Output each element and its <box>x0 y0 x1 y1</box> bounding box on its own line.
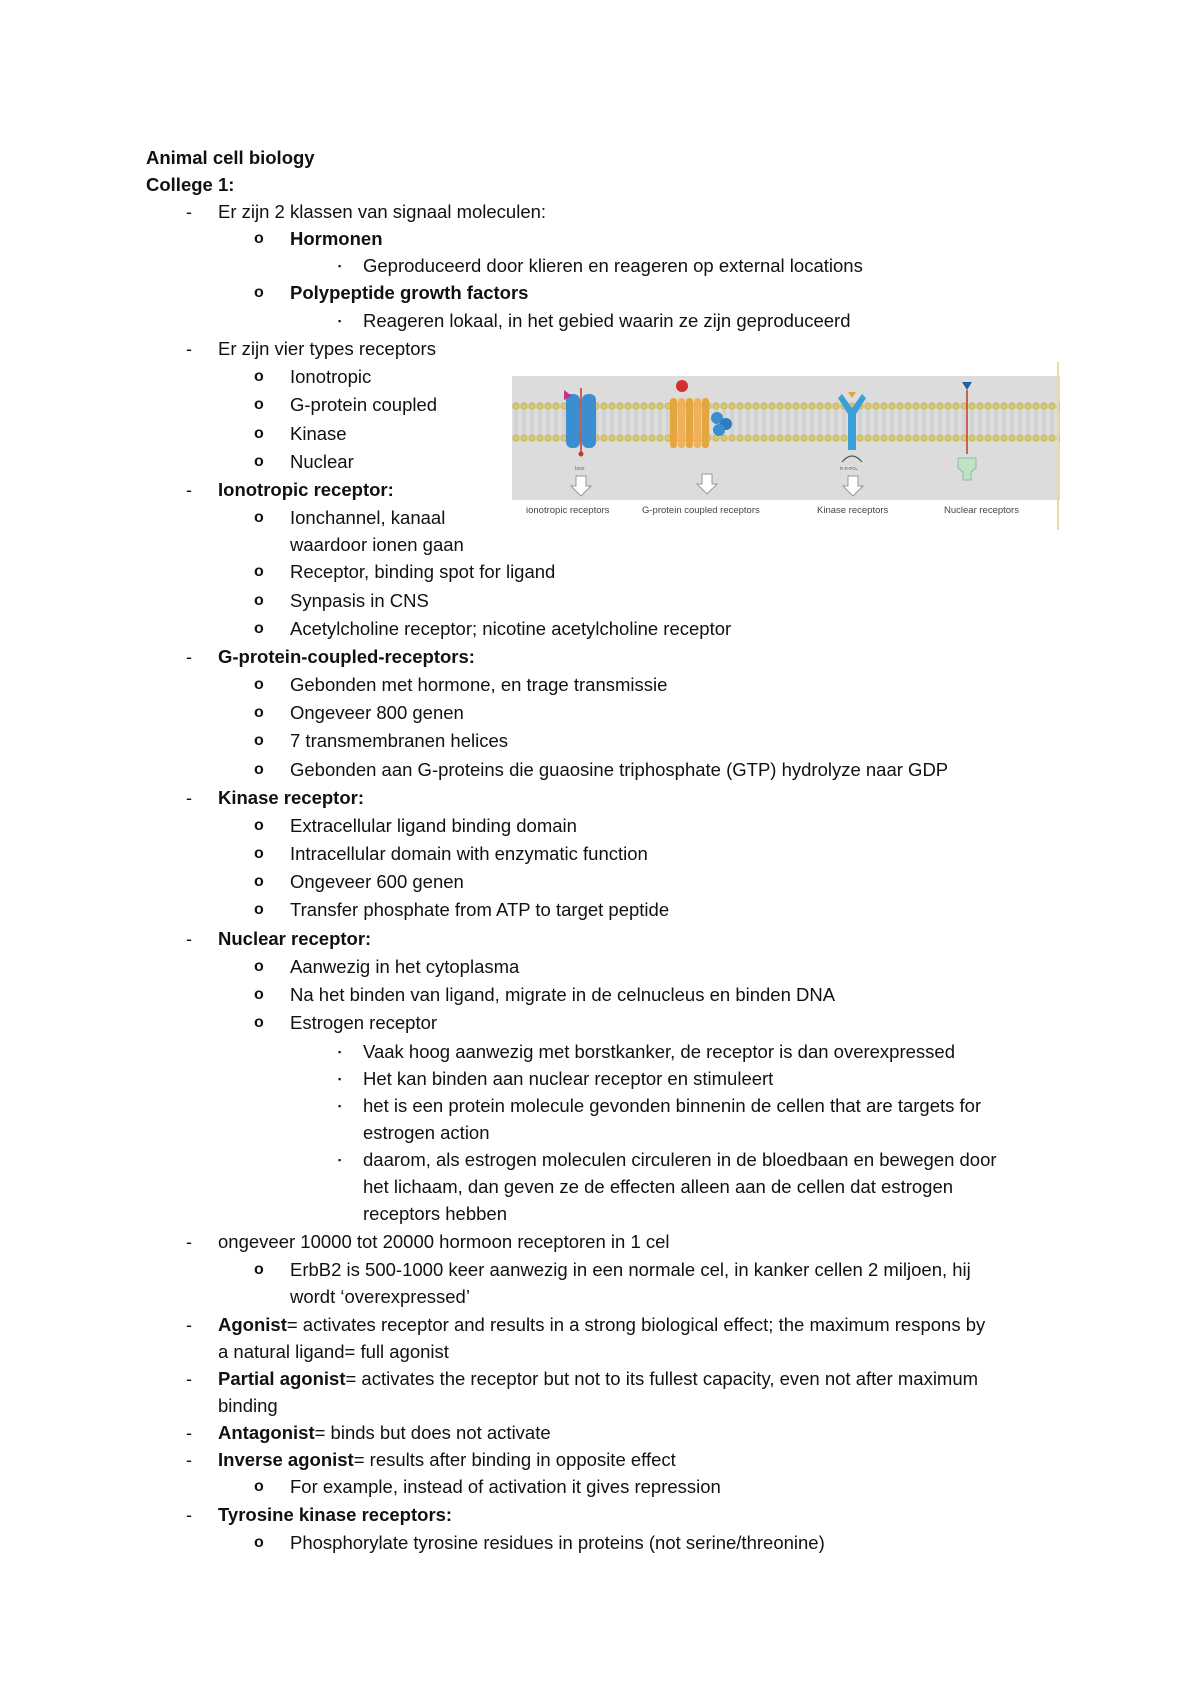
section-heading: Ionotropic receptor: <box>218 479 394 500</box>
square-marker: ▪ <box>338 1101 342 1111</box>
circle-marker: o <box>254 845 264 862</box>
term: Inverse agonist <box>218 1449 354 1470</box>
circle-marker: o <box>254 230 264 247</box>
doc-title: Animal cell biology <box>146 147 315 168</box>
circle-marker: o <box>254 873 264 890</box>
circle-marker: o <box>254 676 264 693</box>
definition: = binds but does not activate <box>314 1422 551 1443</box>
list-item: Estrogen receptor <box>290 1012 438 1033</box>
list-item: Na het binden van ligand, migrate in de celnucleus en binden DNA <box>290 984 836 1005</box>
label-nuclear: Nuclear receptors <box>944 505 1019 516</box>
square-marker: ▪ <box>338 1074 342 1084</box>
circle-marker: o <box>254 425 264 442</box>
list-item: het is een protein molecule gevonden binnenin de cellen that are targets for <box>363 1095 982 1116</box>
definition: = activates the receptor but not to its fullest capacity, even not after maximum <box>345 1368 979 1389</box>
dash-marker: - <box>186 647 192 667</box>
list-item: Polypeptide growth factors <box>290 282 529 303</box>
list-item: Intracellular domain with enzymatic function <box>290 843 648 864</box>
circle-marker: o <box>254 620 264 637</box>
label-kinase: Kinase receptors <box>817 505 889 516</box>
dash-marker: - <box>186 480 192 500</box>
list-item: Ionchannel, kanaal <box>290 507 446 528</box>
list-item-continued: wordt ‘overexpressed’ <box>290 1286 470 1307</box>
doc-subtitle: College 1: <box>146 174 235 195</box>
kinase-label: R R-PO₄ <box>840 466 858 471</box>
list-item: Hormonen <box>290 228 383 249</box>
section-heading: G-protein-coupled-receptors: <box>218 646 475 667</box>
receptor-types-figure <box>512 362 1060 530</box>
circle-marker: o <box>254 901 264 918</box>
term: Agonist <box>218 1314 287 1335</box>
definition: = activates receptor and results in a strong biological effect; the maximum respons by <box>286 1314 986 1335</box>
circle-marker: o <box>254 986 264 1003</box>
list-item-continued: binding <box>218 1395 278 1416</box>
list-item-continued: het lichaam, dan geven ze de effecten alleen aan de cellen dat estrogen <box>363 1176 954 1197</box>
list-item: Vaak hoog aanwezig met borstkanker, de receptor is dan overexpressed <box>363 1041 955 1062</box>
square-marker: ▪ <box>338 1047 342 1057</box>
dash-marker: - <box>186 202 192 222</box>
list-item: Gebonden aan G-proteins die guaosine triphosphate (GTP) hydrolyze naar GDP <box>290 759 949 780</box>
circle-marker: o <box>254 453 264 470</box>
dash-marker: - <box>186 1450 192 1470</box>
definition-agonist <box>218 1312 985 1338</box>
list-item: Er zijn vier types receptors <box>218 338 436 359</box>
list-item: Synpasis in CNS <box>290 590 429 611</box>
circle-marker: o <box>254 1478 264 1495</box>
list-item: 7 transmembranen helices <box>290 730 508 751</box>
circle-marker: o <box>254 592 264 609</box>
list-item: Gebonden met hormone, en trage transmissie <box>290 674 668 695</box>
circle-marker: o <box>254 817 264 834</box>
list-item: Het kan binden aan nuclear receptor en stimuleert <box>363 1068 774 1089</box>
label-ionotropic: ionotropic receptors <box>526 505 610 516</box>
circle-marker: o <box>254 368 264 385</box>
circle-marker: o <box>254 284 264 301</box>
dash-marker: - <box>186 788 192 808</box>
square-marker: ▪ <box>338 1155 342 1165</box>
dash-marker: - <box>186 339 192 359</box>
section-heading: Nuclear receptor: <box>218 928 372 949</box>
list-item: Ionotropic <box>290 366 372 387</box>
circle-marker: o <box>254 732 264 749</box>
list-item-continued: receptors hebben <box>363 1203 507 1224</box>
list-item: Geproduceerd door klieren en reageren op external locations <box>363 255 863 276</box>
circle-marker: o <box>254 563 264 580</box>
list-item: Aanwezig in het cytoplasma <box>290 956 520 977</box>
list-item: For example, instead of activation it gives repression <box>290 1476 721 1497</box>
list-item: Reageren lokaal, in het gebied waarin ze zijn geproduceerd <box>363 310 851 331</box>
square-marker: ▪ <box>338 261 342 271</box>
circle-marker: o <box>254 1014 264 1031</box>
dash-marker: - <box>186 1505 192 1525</box>
label-gpcr: G-protein coupled receptors <box>642 505 760 516</box>
list-item-continued: estrogen action <box>363 1122 490 1143</box>
dash-marker: - <box>186 929 192 949</box>
list-item: ErbB2 is 500-1000 keer aanwezig in een normale cel, in kanker cellen 2 miljoen, hij <box>290 1259 971 1280</box>
list-item: Acetylcholine receptor; nicotine acetylcholine receptor <box>290 618 732 639</box>
definition: = results after binding in opposite effect <box>353 1449 676 1470</box>
dash-marker: - <box>186 1369 192 1389</box>
dash-marker: - <box>186 1423 192 1443</box>
section-heading: Kinase receptor: <box>218 787 364 808</box>
list-item-continued: a natural ligand= full agonist <box>218 1341 449 1362</box>
list-item: ongeveer 10000 tot 20000 hormoon receptoren in 1 cel <box>218 1231 670 1252</box>
list-item: Ongeveer 800 genen <box>290 702 464 723</box>
definition-partial-agonist <box>218 1366 978 1392</box>
list-item: G-protein coupled <box>290 394 438 415</box>
section-heading: Tyrosine kinase receptors: <box>218 1504 453 1525</box>
ions-label: Ions <box>575 466 585 472</box>
square-marker: ▪ <box>338 316 342 326</box>
circle-marker: o <box>254 761 264 778</box>
definition-inverse-agonist <box>218 1447 676 1473</box>
list-item: Er zijn 2 klassen van signaal moleculen: <box>218 201 547 222</box>
circle-marker: o <box>254 396 264 413</box>
circle-marker: o <box>254 509 264 526</box>
list-item: Ongeveer 600 genen <box>290 871 464 892</box>
circle-marker: o <box>254 958 264 975</box>
circle-marker: o <box>254 1261 264 1278</box>
term: Antagonist <box>218 1422 315 1443</box>
list-item: Kinase <box>290 423 347 444</box>
circle-marker: o <box>254 1534 264 1551</box>
term: Partial agonist <box>218 1368 346 1389</box>
list-item: Phosphorylate tyrosine residues in proteins (not serine/threonine) <box>290 1532 825 1553</box>
list-item: daarom, als estrogen moleculen circuleren in de bloedbaan en bewegen door <box>363 1149 997 1170</box>
circle-marker: o <box>254 704 264 721</box>
list-item: Receptor, binding spot for ligand <box>290 561 556 582</box>
receptor-diagram <box>512 362 1060 530</box>
list-item: Transfer phosphate from ATP to target peptide <box>290 899 670 920</box>
dash-marker: - <box>186 1232 192 1252</box>
dash-marker: - <box>186 1315 192 1335</box>
list-item-continued: waardoor ionen gaan <box>290 534 464 555</box>
list-item: Nuclear <box>290 451 354 472</box>
definition-antagonist <box>218 1420 551 1446</box>
list-item: Extracellular ligand binding domain <box>290 815 577 836</box>
